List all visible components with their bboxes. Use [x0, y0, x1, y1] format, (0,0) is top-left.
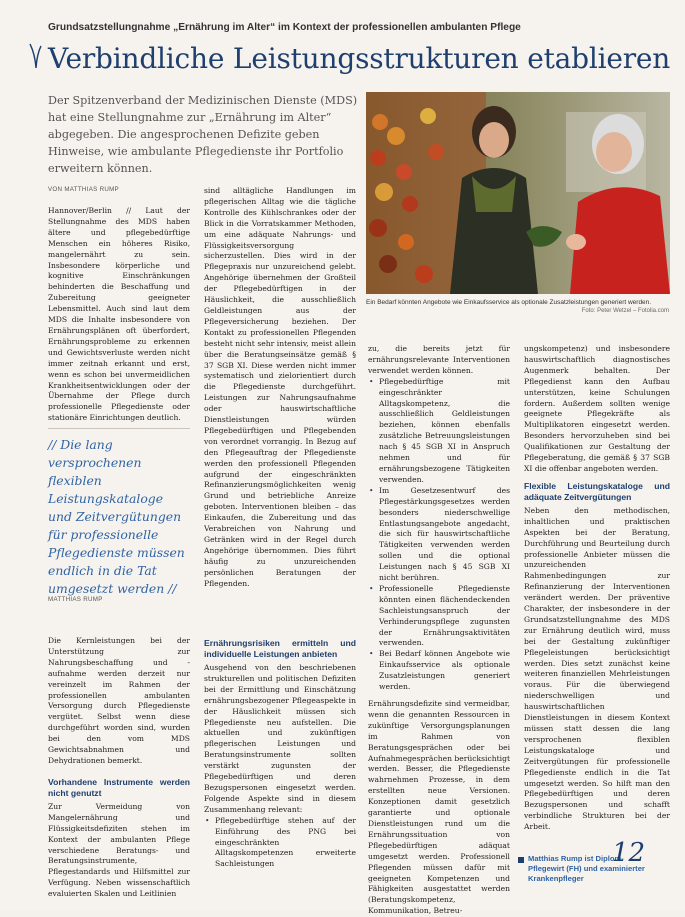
quote-rule-top	[48, 428, 190, 429]
column-3-paragraph: zu, die bereits jetzt für ernährungsrelevante Interventionen verwendet werden können.	[368, 344, 510, 375]
subhead-ernaehrungsrisiken: Ernährungsrisiken ermitteln und individuelle Leistungen anbieten	[204, 638, 356, 659]
kicker-line: Grundsatzstellungnahme „Ernährung im Alter“ im Kontext der professionellen ambulanten Pflege	[48, 22, 521, 33]
column-4	[524, 344, 670, 844]
column-3-bullets	[368, 377, 510, 693]
column-4-paragraph: ungskompetenz) und insbesondere hauswirtschaftlich diagnostisches Augenmerk behalten. Der Pflegedienst kann den Aufbau unterstützen, keine Schulungen fordern. Außerdem sollten wenige geeignete Pflegekräfte als Multiplikatoren eingesetzt werden. Besonders hervorzuheben sind bei Qualifikationen zur Gestaltung der Pflegeberatung, die gemäß § 37 SGB XI die offenbar angeboten werden.	[524, 344, 670, 473]
photo-caption: Ein Bedarf könnten Angebote wie Einkaufsservice als optionale Zusatzleistungen generiert werden.	[366, 299, 652, 306]
column-2-paragraph: sind alltägliche Handlungen im pflegerischen Alltag wie die tägliche Kontrolle des Kühlschrankes oder der Blick in die Vorratskammer Methoden, um eine adäquate Nahrungs- und Flüssigkeitsversorgung sicherzustellen. Dies wird in der Pflegepraxis nur unzureichend gelebt. Angehörige übernehmen der Großteil der Pflegebedürftigen in der Häuslichkeit, die ausschließlich Geldleistungen aus der Pflegeversicherung beziehen. Der Kontakt zu professionellen Pflegenden besteht nicht sehr intensiv, meist allein über die Beratungseinsätze gemäß § 37 SGB XI. Diese werden nicht immer systematisch und zielorientiert durch die Pflegedienste durchgeführt. Leistungen zur Nahrungsaufnahme oder hauswirtschaftliche Dienstleistungen würden Pflegebedürftigen und Pflegebenden von verordnet vorrangig. In Bezug auf den Pflegeauftrag der Pflegedienste werden den professionell Pflegenden aufgrund der eingeschränkten Refinanzierungsmöglichkeiten wenig Grund und betriebliche Anreize geboten. Interventionen bleiben – das Einkaufen, die Zubereitung und das Verabreichen von Nahrung und Getränken wird in der Regel durch Angehörige übernommen. Dies führt häufig zu unzureichenden persönlichen Beratungen der Pflegenden.	[204, 186, 356, 588]
page-number: 12	[612, 838, 646, 868]
column-3-after-paragraph: Ernährungsdefizite sind vermeidbar, wenn die genannten Ressourcen in zukünftige Versorgungsplanungen im Rahmen von Beratungsgesprächen oder bei Aufnahmegesprächen berücksichtigt werden. Besser, die Pflegedienste wahrnehmen Prozesse, in dem erstellten neue Versionen. Konzeptionen damit gesetzlich garantierte und optionale Dienstleistungen rund um die Ernährungssituation von Pflegebedürftigen adäquat umgesetzt werden. Professionell Pflegenden müssen dafür mit geeigneten Kompetenzen und Fähigkeiten ausgestattet werden (Beratungskompetenz, Kommunikation, Betreu-	[368, 699, 510, 916]
lead-paragraph: Der Spitzenverband der Medizinischen Dienste (MDS) hat eine Stellungnahme zur „Ernährung im Alter“ abgegeben. Die angesprochenen Defizite geben Hinweise, wie ambulante Pflegedienste ihr Portfolio erweitern können.	[48, 94, 358, 175]
byline: VON MATTHIAS RUMP	[48, 186, 119, 193]
column-1-paragraph: Hannover/Berlin // Laut der Stellungnahme des MDS haben ältere und pflegebedürftige Menschen ein höheres Risiko, mangelernährt zu sein. Insbesondere körperliche und kognitive Einschränkungen behinderten die Beschaffung und Zubereitung geeigneter Lebensmittel. Auch sind laut dem MDS die Inhalte insbesondere von Ernährungsplänen oft überfordert, Ernährungsprobleme zu erkennen und Gewichtsverluste werden nicht immer zeitnah erkannt und erst, wenn es schon bei unvermeidlichen Krankheitsentwicklungen oder der Übernahme der Pflege durch professionelle Pflegedienste oder stationäre Einrichtungen deutlich.	[48, 206, 190, 423]
market-photo-illustration	[366, 92, 670, 294]
column-4-after-subhead: Neben den methodischen, inhaltlichen und praktischen Aspekten bei der Beratung, Durchführung und Beurteilung durch professionelle Anbieter müssen die unzureichenden Rahmenbedingungen zur Refinanzierung der Interventionen verändert werden. Der präventive Charakter, der insbesondere in der Grundsatzstellungnahme des MDS zur Ernährung deutlich wird, muss bei der Gestaltung zukünftiger Pflegeleistungen berücksichtigt werden. Dies setzt zunächst keine weiteren finanziellen Mehrleistungen voraus. Für die überwiegend niederschwelligen und hauswirtschaftlichen Dienstleistungen in diesem Kontext müssen statt dessen die lang versprochenen flexiblen Leistungskataloge und Zeitvergütungen für professionelle Pflegedienste endlich in die Tat umgesetzt werden. So hilft man den Pflegebedürftigen und deren Bezugspersonen und schafft verbindliche Strukturen bei der Arbeit.	[524, 505, 670, 832]
author-marker-icon	[518, 857, 524, 863]
subhead-instrumente: Vorhandene Instrumente werden nicht genutzt	[48, 776, 190, 798]
pull-quote: // Die lang versprochenen flexiblen Leistungskataloge und Zeitvergütungen für professionelle Pflegedienste müssen endlich in die Tat umgesetzt werden //	[48, 437, 185, 596]
pull-quote-author: MATTHIAS RUMP	[48, 596, 103, 603]
column-2-bottom	[204, 636, 356, 904]
list-item: • Professionelle Pflegedienste könnten einen flächendeckenden Sachleistungsanspruch der Verhinderungspflege zugunsten der Ernährungsaktivitäten verwenden.	[368, 584, 510, 649]
column-3	[368, 344, 510, 916]
column-1-bottom	[48, 636, 190, 904]
column-2-top	[204, 186, 356, 638]
column-2-after-subhead: Ausgehend von den beschriebenen strukturellen und politischen Defiziten bei der Ermittlung und Einschätzung ernährungsbezogener Pflegeaspekte in der Häuslichkeit müssen sich Pflegedienste neu aufstellen. Die aktuellen und zukünftigen pflegerischen Leistungen und Beratungsinstrumente sollten verstärkt zugunsten der Pflegebedürftigen und deren Bezugspersonen eingesetzt werden. Folgende Aspekte sind in diesem Zusammenhang relevant:	[204, 663, 356, 814]
column-1-bottom-paragraph: Die Kernleistungen bei der Unterstützung zur Nahrungsbeschaffung und -aufnahme werden derzeit nur vereinzelt im Rahmen der professionellen ambulanten Versorgung durch Pflegedienste vergütet. Selbst wenn diese durchgeführt worden sind, wurden bei den vom MDS Gewichtsabnahmen und Dehydrationen bemerkt.	[48, 636, 190, 765]
column-2-bullets	[204, 816, 356, 871]
swoosh-mark-icon	[28, 42, 42, 70]
column-1-top	[48, 206, 190, 422]
list-item: • Pflegebedürftige stehen auf der Einführung des PNG bei eingeschränkten Alltagskompetenzen erweiterte Sachleistungen	[204, 816, 356, 871]
photo-credit: Foto: Peter Wetzel – Fotolia.com	[581, 308, 669, 314]
list-item: • Pflegebedürftige mit eingeschränkter Alltagskompetenz, die ausschließlich Geldleistungen beziehen, können ebenfalls zusätzliche Betreuungsleistungen nach § 45 SGB XI in Anspruch nehmen und für ernährungsbezogene Tätigkeiten verwenden.	[368, 377, 510, 486]
author-note: Matthias Rump ist Diplom-Pflegewirt (FH) und examinierter Krankenpfleger	[528, 854, 645, 883]
headline: Verbindliche Leistungsstrukturen etablieren	[48, 42, 671, 75]
list-item: • Im Gesetzesentwurf des Pflegestärkungsgesetzes werden besonders niederschwellige Entlastungsangebote angedacht, die sich für hauswirtschaftliche Tätigkeiten verwenden werden sollen und die optional Leistungen nach § 45 SGB XI nicht berühren.	[368, 486, 510, 584]
subhead-leistungskataloge: Flexible Leistungskataloge und adäquate Zeitvergütungen	[524, 480, 670, 502]
column-1-after-subhead: Zur Vermeidung von Mangelernährung und Flüssigkeitsdefiziten stehen im Kontext der ambulanten Pflege verschiedene Beratungs- und Beratungsinstrumente, Pflegestandards und Hilfsmittel zur Verfügung. Neben wissenschaftlich evaluierten Skalen und Leitlinien	[48, 801, 190, 899]
list-item: • Bei Bedarf können Angebote wie Einkaufsservice als optionale Zusatzleistungen generiert werden.	[368, 649, 510, 693]
article-photo	[366, 92, 670, 294]
